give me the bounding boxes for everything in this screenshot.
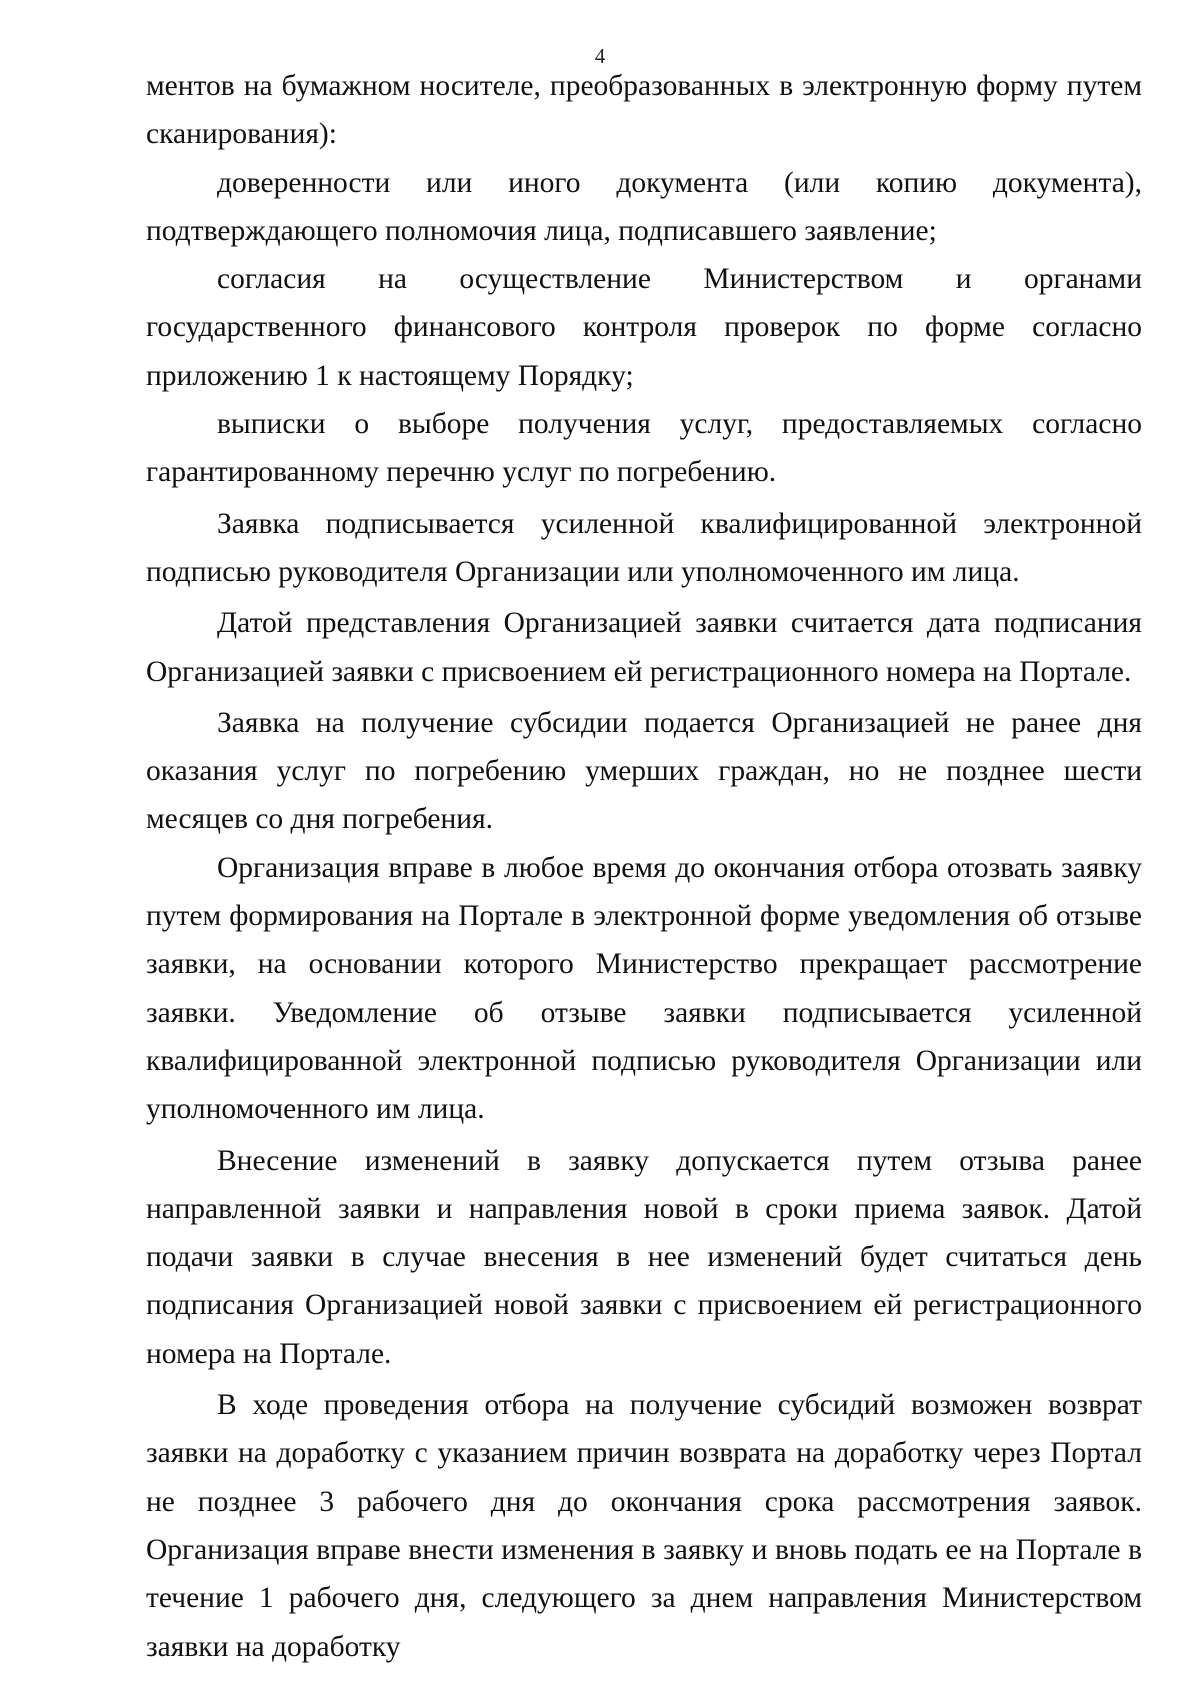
paragraph-continuation: ментов на бумажном носителе, преобразованных в электронную форму путем сканирования): [146,70,1142,151]
paragraph-power-of-attorney: доверенности или иного документа (или копию документа), подтверждающего полномочия лица, подписавшего заявление; [146,166,1142,247]
paragraph-extract: выписки о выборе получения услуг, предоставляемых согласно гарантированному перечню услуг по погребению. [146,408,1142,489]
paragraph-submission-deadline: Заявка на получение субсидии подается Организацией не ранее дня оказания услуг по погребению умерших граждан, но не позднее шести месяцев со дня погребения. [146,706,1142,836]
document-body [146,62,1142,1671]
paragraph-submission-date: Датой представления Организацией заявки считается дата подписания Организацией заявки с присвоением ей регистрационного номера на Портале. [146,607,1142,688]
paragraph-consent: согласия на осуществление Министерством и органами государственного финансового контроля проверок по форме согласно приложению 1 к настоящему Порядку; [146,263,1142,392]
paragraph-amendments: Внесение изменений в заявку допускается путем отзыва ранее направленной заявки и направления новой в сроки приема заявок. Датой подачи заявки в случае внесения в нее изменений будет считаться день подписания Организацией новой заявки с присвоением ей регистрационного номера на Портале. [146,1144,1142,1370]
paragraph-withdrawal: Организация вправе в любое время до окончания отбора отозвать заявку путем формирования на Портале в электронной форме уведомления об отзыве заявки, на основании которого Министерство прекращает рассмотрение заявки. Уведомление об отзыве заявки подписывается усиленной квалифицированной электронной подписью руководителя Организации или уполномоченного им лица. [146,851,1142,1126]
page-number: 4 [594,44,606,68]
paragraph-signature: Заявка подписывается усиленной квалифицированной электронной подписью руководителя Организации или уполномоченного им лица. [146,507,1142,588]
paragraph-return-for-revision: В ходе проведения отбора на получение субсидий возможен возврат заявки на доработку с указанием причин возврата на доработку через Портал не позднее 3 рабочего дня до окончания срока рассмотрения заявок. Организация вправе внести изменения в заявку и вновь подать ее на Портале в течение 1 рабочего дня, следующего за днем направления Министерством заявки на доработку [146,1389,1142,1663]
